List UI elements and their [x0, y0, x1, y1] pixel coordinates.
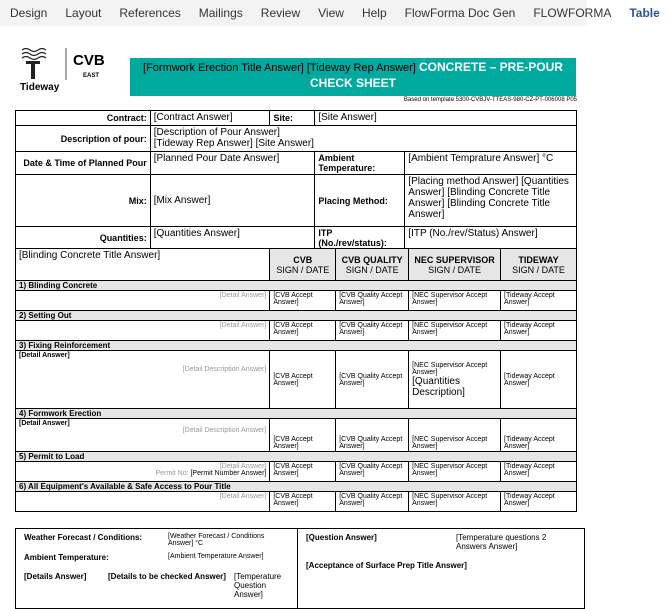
section-3-tideway[interactable]: [Tideway Accept Answer] — [501, 351, 577, 409]
section-6-cvb[interactable]: [CVB Accept Answer] — [270, 492, 336, 512]
title-banner — [130, 58, 576, 96]
section-4-cvb-quality[interactable]: [CVB Quality Accept Answer] — [336, 419, 409, 452]
ambient-temp-label: Ambient Temperature: — [24, 553, 109, 562]
tab-table[interactable]: Table — [629, 6, 660, 20]
banner-title-line1: CONCRETE – PRE-POUR — [418, 60, 563, 74]
section-3-detail[interactable] — [16, 351, 270, 409]
placing-value[interactable]: [Placing method Answer] [Quantities Answer] [Blinding Concrete Title Answer] [Blinding Concrete Title Answer] — [405, 175, 577, 227]
ambient-value[interactable]: [Ambient Temprature Answer] °C — [405, 152, 577, 175]
site-label: Site: — [270, 111, 315, 126]
surface-prep-title: [Acceptance of Surface Prep Title Answer] — [306, 561, 467, 570]
section-6-tideway[interactable]: [Tideway Accept Answer] — [501, 492, 577, 512]
section-6-detail[interactable]: [Detail Answer] — [16, 492, 270, 512]
section-3-header: 3) Fixing Reinforcement — [16, 341, 577, 351]
contract-value[interactable]: [Contract Answer] — [150, 111, 270, 126]
details-answer: [Details Answer] — [24, 572, 87, 581]
description-label: Description of pour: — [16, 126, 151, 152]
description-line2: [Tideway Rep Answer] [Site Answer] — [153, 138, 314, 149]
conditions-table — [15, 528, 585, 609]
section-3-detail-description: [Detail Description Answer] — [182, 366, 267, 373]
document-page[interactable] — [0, 26, 587, 600]
mix-label: Mix: — [16, 175, 151, 227]
description-line1: [Description of Pour Answer] — [153, 127, 280, 138]
mix-value[interactable]: [Mix Answer] — [150, 175, 315, 227]
contract-label: Contract: — [16, 111, 151, 126]
section-2-header: 2) Setting Out — [16, 311, 577, 321]
logo-brand-tideway: Tideway — [20, 82, 60, 93]
temperature-question: [Temperature Question Answer] — [234, 572, 282, 599]
section-5-detail-answer: [Detail Answer] — [219, 463, 267, 470]
template-reference: Based on template 5300-CVBJV-TTEAS-980-CZ-PT-006008 P05 — [403, 97, 577, 103]
section-5-cvb-quality[interactable]: [CVB Quality Accept Answer] — [336, 462, 409, 482]
header-table — [15, 110, 577, 250]
section-2-detail[interactable]: [Detail Answer] — [16, 321, 270, 341]
section-3-cvb-quality[interactable]: [CVB Quality Accept Answer] — [336, 351, 409, 409]
section-4-tideway[interactable]: [Tideway Accept Answer] — [501, 419, 577, 452]
section-4-detail-answer: [Detail Answer] — [19, 420, 70, 427]
section-1-header: 1) Blinding Concrete — [16, 281, 577, 291]
temperature-questions-2: [Temperature questions 2 Answers Answer] — [456, 533, 547, 551]
tab-flowforma[interactable]: FLOWFORMA — [533, 6, 612, 20]
description-value[interactable] — [150, 126, 576, 152]
banner-title-line2: CHECK SHEET — [309, 76, 396, 90]
section-4-nec[interactable]: [NEC Supervisor Accept Answer] — [409, 419, 501, 452]
permit-prefix: Permit No: — [155, 470, 189, 477]
tab-layout[interactable]: Layout — [65, 6, 102, 20]
section-5-cvb[interactable]: [CVB Accept Answer] — [270, 462, 336, 482]
section-2-cvb[interactable]: [CVB Accept Answer] — [270, 321, 336, 341]
quantities-description: [Quantities Description] — [412, 375, 465, 398]
section-5-tideway[interactable]: [Tideway Accept Answer] — [501, 462, 577, 482]
tab-design[interactable]: Design — [10, 6, 48, 20]
section-1-detail[interactable]: [Detail Answer] — [16, 291, 270, 311]
section-5-nec[interactable]: [NEC Supervisor Accept Answer] — [409, 462, 501, 482]
weather-value: [Weather Forecast / Conditions Answer] °C — [168, 533, 265, 547]
date-value[interactable]: [Planned Pour Date Answer] — [150, 152, 315, 175]
permit-number: [Permit Number Answer] — [190, 470, 267, 477]
tideway-cvb-logo — [16, 42, 116, 98]
itp-label: ITP (No./rev/status): — [315, 227, 405, 250]
itp-value[interactable]: [ITP (No./rev/Status) Answer] — [405, 227, 577, 250]
section-2-cvb-quality[interactable]: [CVB Quality Accept Answer] — [336, 321, 409, 341]
quantities-value[interactable]: [Quantities Answer] — [150, 227, 315, 250]
col-cvb-quality: CVB QUALITY SIGN / DATE — [336, 249, 409, 281]
weather-cell[interactable] — [16, 529, 298, 609]
section-4-detail-description: [Detail Description Answer] — [182, 427, 267, 434]
tab-flowforma-doc-gen[interactable]: FlowForma Doc Gen — [404, 6, 516, 20]
col-cvb: CVB SIGN / DATE — [270, 249, 336, 281]
logo-east: EAST — [83, 73, 100, 79]
section-2-nec[interactable]: [NEC Supervisor Accept Answer] — [409, 321, 501, 341]
ambient-label: Ambient Temperature: — [315, 152, 405, 175]
section-1-cvb-quality[interactable]: [CVB Quality Accept Answer] — [336, 291, 409, 311]
ambient-temp-value: [Ambient Temperature Answer] — [168, 553, 264, 560]
quantities-label: Quantities: — [16, 227, 151, 250]
tab-references[interactable]: References — [119, 6, 181, 20]
placing-label: Placing Method: — [315, 175, 405, 227]
tab-mailings[interactable]: Mailings — [198, 6, 243, 20]
logo-cvb: CVB — [73, 52, 105, 69]
banner-line1-prefix: [Formwork Erection Title Answer] [Tideway Rep Answer] — [143, 62, 416, 74]
section-5-header: 5) Permit to Load — [16, 452, 577, 462]
site-value[interactable]: [Site Answer] — [315, 111, 577, 126]
weather-label: Weather Forecast / Conditions: — [24, 533, 143, 542]
section-6-nec[interactable]: [NEC Supervisor Accept Answer] — [409, 492, 501, 512]
tab-review[interactable]: Review — [260, 6, 301, 20]
ribbon-tabs — [0, 0, 660, 27]
date-label: Date & Time of Planned Pour — [16, 152, 151, 175]
col-tideway: TIDEWAY SIGN / DATE — [501, 249, 577, 281]
section-4-header: 4) Formwork Erection — [16, 409, 577, 419]
section-6-cvb-quality[interactable]: [CVB Quality Accept Answer] — [336, 492, 409, 512]
question-cell[interactable] — [298, 529, 585, 609]
checklist-table — [15, 248, 577, 512]
tab-view[interactable]: View — [318, 6, 344, 20]
checklist-title: [Blinding Concrete Title Answer] — [16, 249, 270, 281]
tab-help[interactable]: Help — [361, 6, 387, 20]
section-3-detail-answer: [Detail Answer] — [19, 352, 70, 359]
section-4-detail[interactable] — [16, 419, 270, 452]
section-1-tideway[interactable]: [Tideway Accept Answer] — [501, 291, 577, 311]
col-nec-supervisor: NEC SUPERVISOR SIGN / DATE — [409, 249, 501, 281]
section-2-tideway[interactable]: [Tideway Accept Answer] — [501, 321, 577, 341]
details-to-be-checked: [Details to be checked Answer] — [108, 572, 226, 581]
section-3-cvb[interactable]: [CVB Accept Answer] — [270, 351, 336, 409]
section-1-nec[interactable]: [NEC Supervisor Accept Answer] — [409, 291, 501, 311]
question-answer: [Question Answer] — [306, 533, 377, 542]
section-6-header: 6) All Equipment's Available & Safe Access to Pour Title — [16, 482, 577, 492]
section-4-cvb[interactable]: [CVB Accept Answer] — [270, 419, 336, 452]
section-5-detail[interactable] — [16, 462, 270, 482]
section-3-nec[interactable]: [NEC Supervisor Accept Answer] [Quantities Description] — [409, 351, 501, 409]
section-1-cvb[interactable]: [CVB Accept Answer] — [270, 291, 336, 311]
